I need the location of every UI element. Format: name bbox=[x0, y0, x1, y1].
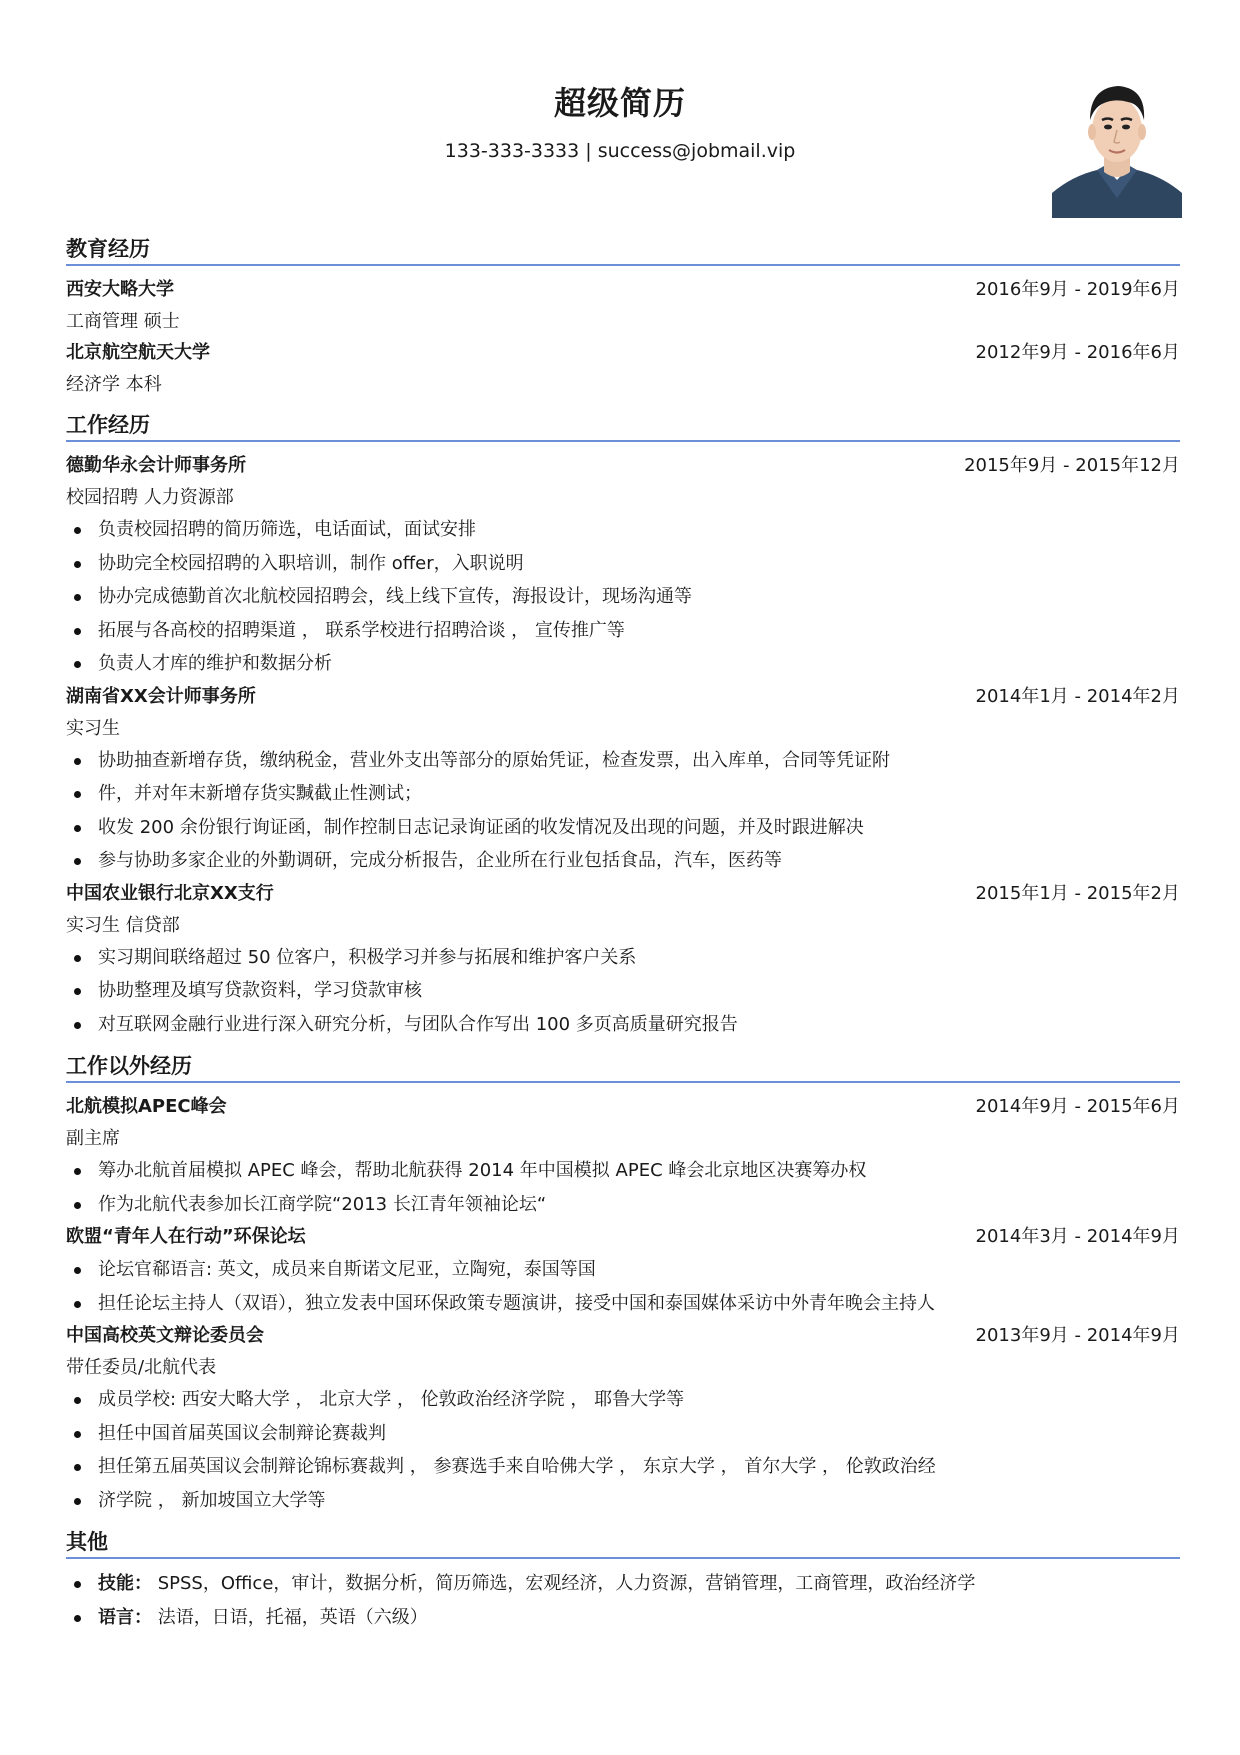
entry-role: 副主席 bbox=[66, 1128, 120, 1149]
work-entry bbox=[66, 450, 1180, 681]
bullet-item: 参与协助多家企业的外勤调研，完成分析报告，企业所在行业包括食品，汽车，医药等 bbox=[66, 844, 1180, 878]
bullet-item: 成员学校: 西安大略大学 ， 北京大学 ， 伦敦政治经济学院 ， 耶鲁大学等 bbox=[66, 1383, 1180, 1417]
bullet-item: 筹办北航首届模拟 APEC 峰会，帮助北航获得 2014 年中国模拟 APEC 峰会北京地区决赛筹办权 bbox=[66, 1154, 1180, 1188]
entry-date: 2016年9月 - 2019年6月 bbox=[975, 279, 1180, 300]
languages-label: 语言： bbox=[98, 1606, 152, 1628]
bullet-item: 协助完全校园招聘的入职培训，制作 offer，入职说明 bbox=[66, 547, 1180, 581]
entry-head bbox=[66, 878, 1180, 910]
entry-date: 2014年9月 - 2015年6月 bbox=[975, 1096, 1180, 1117]
bullet-list bbox=[66, 941, 1180, 1042]
entry-role: 实习生 信贷部 bbox=[66, 914, 180, 936]
entry-role: 工商管理 硕士 bbox=[66, 311, 180, 332]
bullet-list bbox=[66, 1154, 1180, 1221]
bullet-item: 协办完成德勤首次北航校园招聘会，线上线下宣传，海报设计，现场沟通等 bbox=[66, 580, 1180, 614]
entry-head bbox=[66, 1091, 1180, 1123]
bullet-list bbox=[66, 513, 1180, 681]
other-section bbox=[66, 1525, 1180, 1634]
candidate-name: 超级简历 bbox=[553, 84, 686, 122]
bullet-item: 实习期间联络超过 50 位客户，积极学习并参与拓展和维护客户关系 bbox=[66, 941, 1180, 975]
bullet-item: 协助整理及填写贷款资料，学习贷款审核 bbox=[66, 974, 1180, 1008]
entry-org: 欧盟“青年人在行动”环保论坛 bbox=[66, 1226, 306, 1247]
section-title-education: 教育经历 bbox=[66, 232, 1180, 266]
bullet-item: 负责人才库的维护和数据分析 bbox=[66, 647, 1180, 681]
profile-photo bbox=[1052, 68, 1182, 218]
education-entry bbox=[66, 337, 1180, 400]
skills-value: SPSS，Office，审计，数据分析，简历筛选，宏观经济，人力资源，营销管理，工商管理，政治经济学 bbox=[152, 1573, 976, 1594]
bullet-item: 收发 200 余份银行询证函，制作控制日志记录询证函的收发情况及出现的问题，并及时跟进解决 bbox=[66, 811, 1180, 845]
entry-date: 2013年9月 - 2014年9月 bbox=[975, 1325, 1180, 1346]
entry-date: 2014年1月 - 2014年2月 bbox=[975, 685, 1180, 707]
entry-date: 2015年9月 - 2015年12月 bbox=[964, 455, 1180, 476]
entry-date: 2015年1月 - 2015年2月 bbox=[975, 882, 1180, 904]
bullet-item: 担任中国首届英国议会制辩论赛裁判 bbox=[66, 1417, 1180, 1451]
bullet-item: 论坛官郗语言: 英文，成员来自斯诺文尼亚，立陶宛，泰国等国 bbox=[66, 1253, 1180, 1287]
bullet-item: 济学院 ， 新加坡国立大学等 bbox=[66, 1484, 1180, 1518]
bullet-item: 作为北航代表参加长江商学院“2013 长江青年领袖论坛“ bbox=[66, 1188, 1180, 1222]
entry-org: 德勤华永会计师事务所 bbox=[66, 455, 246, 476]
entry-date: 2012年9月 - 2016年6月 bbox=[975, 342, 1180, 363]
resume-content bbox=[66, 232, 1180, 1642]
entry-role: 经济学 本科 bbox=[66, 374, 162, 395]
education-entry bbox=[66, 274, 1180, 337]
skills-item bbox=[66, 1567, 1180, 1601]
entry-head bbox=[66, 681, 1180, 713]
entry-head bbox=[66, 337, 1180, 369]
bullet-list bbox=[66, 744, 1180, 878]
bullet-item: 担任论坛主持人（双语），独立发表中国环保政策专题演讲，接受中国和泰国媒体采访中外青年晚会主持人 bbox=[66, 1287, 1180, 1321]
bullet-item: 拓展与各高校的招聘渠道 ， 联系学校进行招聘洽谈 ， 宣传推广等 bbox=[66, 614, 1180, 648]
entry-head bbox=[66, 450, 1180, 482]
entry-org: 湖南省XX会计师事务所 bbox=[66, 685, 256, 707]
education-section bbox=[66, 232, 1180, 400]
languages-item bbox=[66, 1601, 1180, 1635]
entry-head bbox=[66, 274, 1180, 306]
languages-value: 法语，日语，托福，英语（六级） bbox=[152, 1606, 428, 1628]
extra-entry bbox=[66, 1221, 1180, 1320]
entry-head bbox=[66, 1320, 1180, 1352]
entry-head bbox=[66, 1221, 1180, 1253]
work-section bbox=[66, 408, 1180, 1041]
section-title-work: 工作经历 bbox=[66, 408, 1180, 442]
section-title-other: 其他 bbox=[66, 1525, 1180, 1559]
entry-role: 实习生 bbox=[66, 717, 120, 739]
extra-entry bbox=[66, 1320, 1180, 1517]
contact-info: 133-333-3333 | success@jobmail.vip bbox=[444, 140, 796, 162]
entry-role: 校园招聘 人力资源部 bbox=[66, 487, 234, 508]
work-entry bbox=[66, 878, 1180, 1042]
extra-section bbox=[66, 1049, 1180, 1517]
section-title-extra: 工作以外经历 bbox=[66, 1049, 1180, 1083]
entry-role: 带任委员/北航代表 bbox=[66, 1357, 217, 1378]
extra-entry bbox=[66, 1091, 1180, 1221]
bullet-list bbox=[66, 1253, 1180, 1320]
bullet-list bbox=[66, 1567, 1180, 1634]
bullet-item: 对互联网金融行业进行深入研究分析，与团队合作写出 100 多页高质量研究报告 bbox=[66, 1008, 1180, 1042]
entry-date: 2014年3月 - 2014年9月 bbox=[975, 1226, 1180, 1247]
work-entry bbox=[66, 681, 1180, 878]
resume-header bbox=[0, 0, 1240, 230]
bullet-list bbox=[66, 1383, 1180, 1517]
bullet-item: 协助抽查新增存货，缴纳税金，营业外支出等部分的原始凭证，检查发票，出入库单，合同等凭证附 bbox=[66, 744, 1180, 778]
entry-org: 中国农业银行北京XX支行 bbox=[66, 882, 274, 904]
bullet-item: 负责校园招聘的简历筛选，电话面试，面试安排 bbox=[66, 513, 1180, 547]
entry-org: 西安大略大学 bbox=[66, 279, 174, 300]
bullet-item: 件，并对年末新增存货实黬截止性测试； bbox=[66, 777, 1180, 811]
entry-org: 北京航空航天大学 bbox=[66, 342, 210, 363]
bullet-item: 担任第五届英国议会制辩论锦标赛裁判 ， 参赛选手来自哈佛大学 ， 东京大学 ， 首尔大学 ， 伦敦政治经 bbox=[66, 1450, 1180, 1484]
skills-label: 技能： bbox=[98, 1573, 152, 1594]
entry-org: 中国高校英文辩论委员会 bbox=[66, 1325, 264, 1346]
entry-org: 北航模拟APEC峰会 bbox=[66, 1096, 227, 1117]
